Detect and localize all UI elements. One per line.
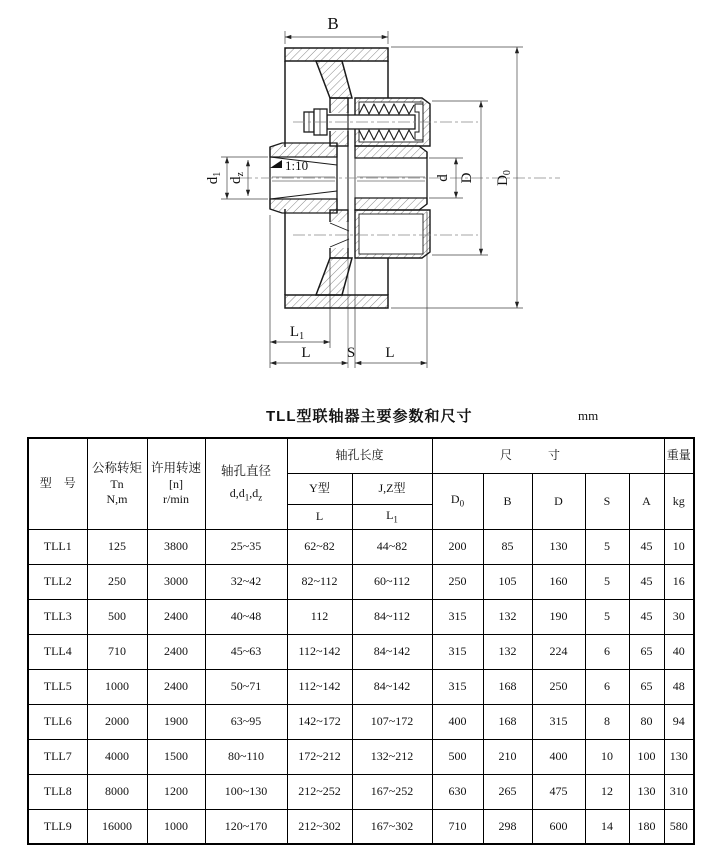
dim-L-right (355, 345, 427, 363)
header-bore-diameter (205, 438, 287, 529)
cell-S: 5 (585, 564, 629, 599)
cell-B: 132 (483, 634, 532, 669)
sleeve-hole-bottom (359, 214, 423, 254)
cell-model: TLL8 (28, 774, 87, 809)
cell-kg: 310 (664, 774, 694, 809)
header-bore-sym: $d,d_1,d_z$ (229, 485, 263, 503)
header-weight: 重量 (664, 438, 694, 473)
cell-kg: 16 (664, 564, 694, 599)
cell-model: TLL6 (28, 704, 87, 739)
cell-d: 50~71 (205, 669, 287, 704)
cell-A: 180 (629, 809, 664, 844)
cell-d: 120~170 (205, 809, 287, 844)
cell-n: 1200 (147, 774, 205, 809)
cell-tn: 16000 (87, 809, 147, 844)
cell-L1: 84~112 (352, 599, 432, 634)
cell-n: 2400 (147, 634, 205, 669)
cell-d: 45~63 (205, 634, 287, 669)
dim-label-d: d (435, 174, 451, 182)
header-S: S (585, 473, 629, 529)
unit-label: mm (578, 408, 599, 423)
cell-B: 132 (483, 599, 532, 634)
cell-model: TLL2 (28, 564, 87, 599)
header-weight-unit: kg (664, 473, 694, 529)
cell-L: 112~142 (287, 669, 352, 704)
cell-D: 130 (532, 529, 585, 564)
header-y-type: Y型 (287, 473, 352, 504)
cell-A: 100 (629, 739, 664, 774)
cell-D0: 200 (432, 529, 483, 564)
cell-n: 1500 (147, 739, 205, 774)
header-torque-cn: 公称转矩 (91, 460, 142, 475)
table-row (28, 599, 694, 634)
cell-B: 210 (483, 739, 532, 774)
dim-label-dz: $d_z$ (228, 172, 246, 184)
cell-S: 8 (585, 704, 629, 739)
header-speed-sym: [n] (169, 476, 183, 491)
cell-d: 40~48 (205, 599, 287, 634)
drum-web-top (316, 61, 352, 98)
header-row-1 (28, 438, 694, 473)
header-torque-unit: N,m (106, 491, 128, 506)
cell-model: TLL7 (28, 739, 87, 774)
cell-A: 130 (629, 774, 664, 809)
cell-D0: 710 (432, 809, 483, 844)
header-torque (87, 438, 147, 529)
cell-S: 10 (585, 739, 629, 774)
cell-tn: 500 (87, 599, 147, 634)
cell-D0: 630 (432, 774, 483, 809)
cell-model: TLL9 (28, 809, 87, 844)
cell-L1: 84~142 (352, 669, 432, 704)
cell-A: 80 (629, 704, 664, 739)
cell-S: 14 (585, 809, 629, 844)
taper-mark (270, 158, 308, 173)
header-size: 尺寸 (432, 438, 664, 473)
dim-S (347, 345, 355, 361)
cell-L1: 60~112 (352, 564, 432, 599)
header-torque-sym: Tn (110, 476, 124, 491)
cell-S: 6 (585, 669, 629, 704)
cell-D0: 315 (432, 634, 483, 669)
cell-D0: 500 (432, 739, 483, 774)
coupling-section-drawing (0, 0, 725, 400)
dim-label-B: B (327, 14, 339, 33)
dim-L-left (270, 345, 348, 363)
cell-n: 2400 (147, 599, 205, 634)
dim-label-d1: $d_1$ (205, 171, 223, 185)
cell-kg: 40 (664, 634, 694, 669)
dim-label-D0: $D_0$ (495, 170, 513, 186)
cell-model: TLL4 (28, 634, 87, 669)
cell-kg: 580 (664, 809, 694, 844)
cell-L: 172~212 (287, 739, 352, 774)
cell-n: 1000 (147, 809, 205, 844)
cell-tn: 710 (87, 634, 147, 669)
cell-L: 112 (287, 599, 352, 634)
cell-L: 82~112 (287, 564, 352, 599)
cell-S: 6 (585, 634, 629, 669)
cell-A: 45 (629, 529, 664, 564)
cell-B: 168 (483, 704, 532, 739)
cell-B: 265 (483, 774, 532, 809)
cell-S: 5 (585, 599, 629, 634)
table-row (28, 634, 694, 669)
cell-L1: 167~302 (352, 809, 432, 844)
cell-B: 85 (483, 529, 532, 564)
header-L1: $L_1$ (352, 504, 432, 529)
cell-D0: 250 (432, 564, 483, 599)
parameters-table (27, 437, 695, 845)
taper-bore-bottom (270, 191, 337, 199)
cell-A: 65 (629, 669, 664, 704)
cell-D: 475 (532, 774, 585, 809)
cell-L1: 107~172 (352, 704, 432, 739)
cell-kg: 94 (664, 704, 694, 739)
cell-d: 80~110 (205, 739, 287, 774)
taper-triangle-icon (270, 160, 282, 168)
dim-label-L1: $L_1$ (289, 324, 305, 342)
cell-D: 224 (532, 634, 585, 669)
cell-S: 12 (585, 774, 629, 809)
header-D0: $D_0$ (432, 473, 483, 529)
table-row (28, 564, 694, 599)
table-row (28, 774, 694, 809)
cell-tn: 125 (87, 529, 147, 564)
cell-S: 5 (585, 529, 629, 564)
cell-tn: 250 (87, 564, 147, 599)
header-hole-length: 轴孔长度 (287, 438, 432, 473)
cell-kg: 130 (664, 739, 694, 774)
cell-B: 298 (483, 809, 532, 844)
cell-A: 45 (629, 564, 664, 599)
header-model: 型 号 (28, 438, 87, 529)
dim-D0 (391, 47, 523, 308)
table-row (28, 809, 694, 844)
cell-L: 212~252 (287, 774, 352, 809)
cell-D: 190 (532, 599, 585, 634)
cell-L1: 132~212 (352, 739, 432, 774)
cell-A: 65 (629, 634, 664, 669)
dim-label-L-left: L (301, 345, 311, 361)
header-D: D (532, 473, 585, 529)
header-speed (147, 438, 205, 529)
header-jz-type: J,Z型 (352, 473, 432, 504)
cell-n: 1900 (147, 704, 205, 739)
cell-L: 142~172 (287, 704, 352, 739)
cell-tn: 2000 (87, 704, 147, 739)
header-speed-unit: r/min (163, 491, 189, 506)
dim-B (285, 14, 388, 44)
dim-L1 (270, 324, 330, 342)
header-speed-cn: 许用转速 (150, 460, 201, 475)
cell-L: 212~302 (287, 809, 352, 844)
cell-d: 100~130 (205, 774, 287, 809)
cell-kg: 48 (664, 669, 694, 704)
cell-tn: 8000 (87, 774, 147, 809)
cell-kg: 10 (664, 529, 694, 564)
dim-label-D: D (459, 172, 475, 184)
dim-label-S: S (346, 345, 356, 361)
cell-D: 250 (532, 669, 585, 704)
cell-d: 25~35 (205, 529, 287, 564)
dim-label-L-right: L (385, 345, 395, 361)
cell-tn: 1000 (87, 669, 147, 704)
cell-L1: 167~252 (352, 774, 432, 809)
table-body (28, 529, 694, 844)
dim-d1-dz (205, 157, 268, 199)
cell-L: 112~142 (287, 634, 352, 669)
cell-d: 32~42 (205, 564, 287, 599)
cell-D0: 315 (432, 599, 483, 634)
cell-n: 3800 (147, 529, 205, 564)
cell-D: 600 (532, 809, 585, 844)
cell-n: 3000 (147, 564, 205, 599)
table-title: TLL型联轴器主要参数和尺寸 (266, 408, 473, 425)
cell-L1: 84~142 (352, 634, 432, 669)
cell-L1: 44~82 (352, 529, 432, 564)
cell-kg: 30 (664, 599, 694, 634)
header-A: A (629, 473, 664, 529)
cell-model: TLL3 (28, 599, 87, 634)
cell-D: 315 (532, 704, 585, 739)
cell-n: 2400 (147, 669, 205, 704)
cell-D: 160 (532, 564, 585, 599)
taper-label: 1:10 (285, 158, 309, 173)
header-B: B (483, 473, 532, 529)
cell-B: 105 (483, 564, 532, 599)
cell-D: 400 (532, 739, 585, 774)
cell-d: 63~95 (205, 704, 287, 739)
cell-tn: 4000 (87, 739, 147, 774)
cell-A: 45 (629, 599, 664, 634)
header-L: L (287, 504, 352, 529)
header-bore-cn: 轴孔直径 (220, 464, 271, 479)
table-row (28, 669, 694, 704)
cell-model: TLL5 (28, 669, 87, 704)
table-row (28, 739, 694, 774)
cell-D0: 400 (432, 704, 483, 739)
cell-model: TLL1 (28, 529, 87, 564)
cell-D0: 315 (432, 669, 483, 704)
cell-L: 62~82 (287, 529, 352, 564)
table-row (28, 704, 694, 739)
cell-B: 168 (483, 669, 532, 704)
drum-web-bottom (316, 258, 352, 295)
table-row (28, 529, 694, 564)
